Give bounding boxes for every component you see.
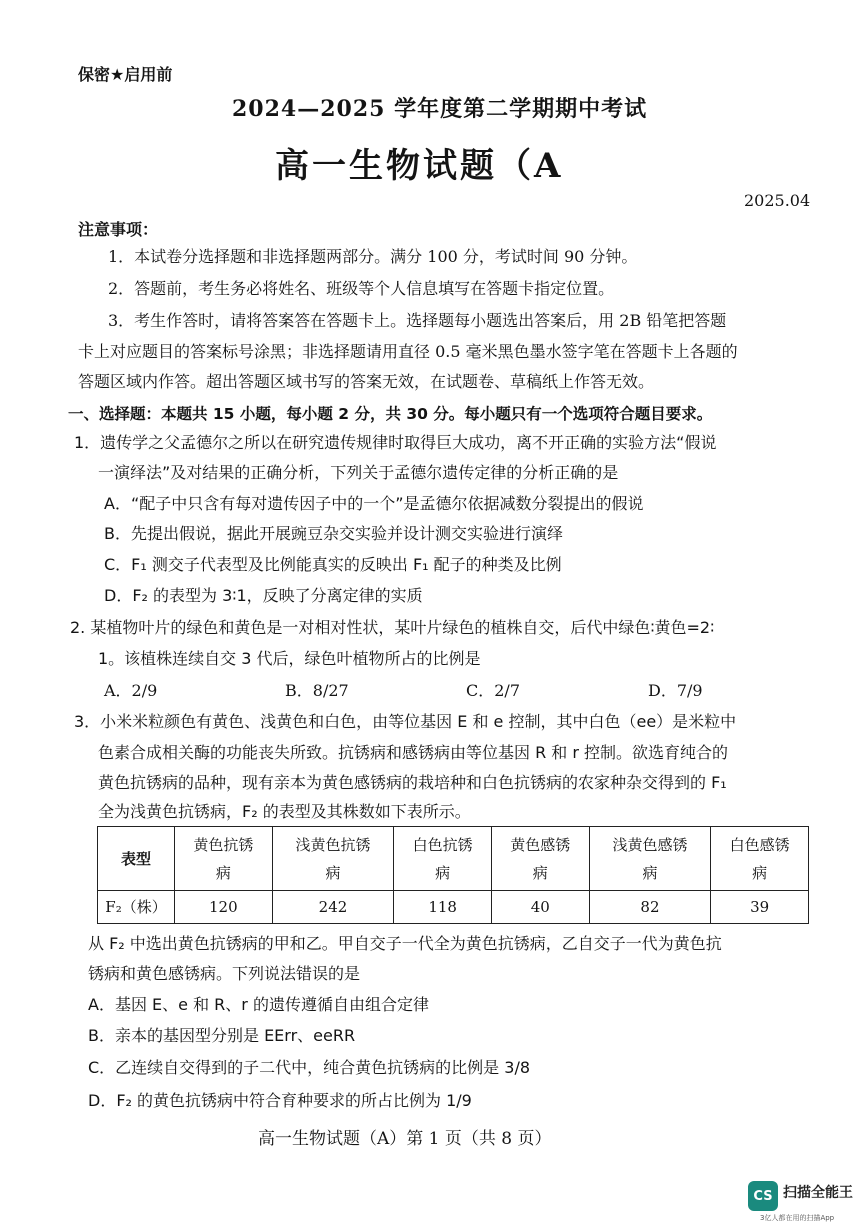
q2-option-a: A．2/9: [104, 681, 158, 700]
q1-stem-line2: 一演绎法”及对结果的正确分析，下列关于孟德尔遗传定律的分析正确的是: [98, 463, 619, 482]
table-header-label: 表型: [98, 827, 175, 891]
table-cell: 120: [175, 891, 273, 924]
col-header-line: 病: [752, 863, 768, 882]
table-header-row: [98, 827, 809, 891]
q2-stem-line1: 2. 某植物叶片的绿色和黄色是一对相对性状，某叶片绿色的植株自交，后代中绿色∶黄色=2∶: [70, 618, 715, 637]
col-header-line: 病: [215, 863, 231, 882]
f2-phenotype-table: [97, 826, 809, 924]
q3-stem-line3: 黄色抗锈病的品种，现有亲本为黄色感锈病的栽培种和白色抗锈病的农家种杂交得到的 F₁: [98, 773, 727, 792]
table-cell: 118: [394, 891, 492, 924]
table-row-label: F₂（株）: [98, 891, 175, 924]
app-name: 扫描全能王: [783, 1185, 853, 1201]
q2-option-b: B．8/27: [285, 681, 349, 700]
table-col-header: [491, 827, 589, 891]
table-col-header: [272, 827, 394, 891]
notes-item-3-cont-1: 卡上对应题目的答案标号涂黑；非选择题请用直径 0.5 毫米黑色墨水签字笔在答题卡上各题的: [78, 342, 738, 361]
camscanner-logo-icon: CS: [748, 1181, 778, 1211]
col-header-line: 黄色感锈: [510, 835, 571, 854]
q3-stem-line2: 色素合成相关酶的功能丧失所致。抗锈病和感锈病由等位基因 R 和 r 控制。欲选育纯合的: [98, 743, 729, 762]
table-cell: 40: [491, 891, 589, 924]
col-header-line: 浅黄色感锈: [612, 835, 688, 854]
exam-title: 2024—2025 学年度第二学期期中考试: [232, 96, 648, 122]
q3-stem-line1: 3．小米米粒颜色有黄色、浅黄色和白色，由等位基因 E 和 e 控制，其中白色（ee）是米粒中: [74, 712, 737, 731]
q3-stem-line4: 全为浅黄色抗锈病，F₂ 的表型及其株数如下表所示。: [98, 802, 471, 821]
q1-option-d: D．F₂ 的表型为 3∶1，反映了分离定律的实质: [104, 586, 423, 605]
q1-option-b: B．先提出假说，据此开展豌豆杂交实验并设计测交实验进行演绎: [104, 524, 563, 543]
notes-heading: 注意事项：: [78, 220, 159, 239]
col-header-line: 病: [325, 863, 341, 882]
section-heading: 一、选择题：本题共 15 小题，每小题 2 分，共 30 分。每小题只有一个选项符合题目要求。: [68, 405, 713, 423]
table-data-row: [98, 891, 809, 924]
col-header-line: 浅黄色抗锈: [295, 835, 371, 854]
notes-item-3: 3．考生作答时，请将答案答在答题卡上。选择题每小题选出答案后，用 2B 铅笔把答题: [108, 311, 727, 330]
q2-option-c: C．2/7: [466, 681, 520, 700]
table-col-header: [589, 827, 711, 891]
notes-item-1: 1．本试卷分选择题和非选择题两部分。满分 100 分，考试时间 90 分钟。: [108, 247, 638, 266]
col-header-line: 病: [642, 863, 658, 882]
confidential-label: 保密★启用前: [78, 65, 173, 84]
col-header-line: 白色感锈: [729, 835, 790, 854]
q1-option-a: A．“配子中只含有每对遗传因子中的一个”是孟德尔依据减数分裂提出的假说: [104, 494, 644, 513]
q2-option-d: D．7/9: [648, 681, 703, 700]
paper-title: 高一生物试题（A: [275, 146, 564, 186]
q3-option-b: B．亲本的基因型分别是 EErr、eeRR: [88, 1026, 356, 1045]
col-header-line: 病: [532, 863, 548, 882]
table-col-header: [175, 827, 273, 891]
app-tagline: 3亿人都在用的扫描App: [760, 1214, 835, 1222]
q1-stem-line1: 1．遗传学之父孟德尔之所以在研究遗传规律时取得巨大成功，离不开正确的实验方法“假说: [74, 433, 717, 452]
q3-after-line1: 从 F₂ 中选出黄色抗锈病的甲和乙。甲自交子一代全为黄色抗锈病，乙自交子一代为黄色抗: [88, 934, 722, 953]
q3-option-c: C．乙连续自交得到的子二代中，纯合黄色抗锈病的比例是 3/8: [88, 1058, 531, 1077]
table-cell: 242: [272, 891, 394, 924]
col-header-line: 白色抗锈: [412, 835, 473, 854]
table-col-header: [394, 827, 492, 891]
q3-after-line2: 锈病和黄色感锈病。下列说法错误的是: [88, 964, 361, 983]
col-header-line: 黄色抗锈: [193, 835, 254, 854]
table-cell: 39: [711, 891, 809, 924]
q3-option-a: A．基因 E、e 和 R、r 的遗传遵循自由组合定律: [88, 995, 429, 1014]
notes-item-2: 2．答题前，考生务必将姓名、班级等个人信息填写在答题卡指定位置。: [108, 279, 615, 298]
q3-option-d: D．F₂ 的黄色抗锈病中符合育种要求的所占比例为 1/9: [88, 1091, 472, 1110]
page-footer: 高一生物试题（A）第 1 页（共 8 页）: [258, 1129, 552, 1149]
col-header-line: 病: [435, 863, 451, 882]
q2-stem-line2: 1。该植株连续自交 3 代后，绿色叶植物所占的比例是: [98, 649, 481, 668]
q1-option-c: C．F₁ 测交子代表型及比例能真实的反映出 F₁ 配子的种类及比例: [104, 555, 562, 574]
notes-item-3-cont-2: 答题区域内作答。超出答题区域书写的答案无效，在试题卷、草稿纸上作答无效。: [78, 372, 655, 391]
exam-date: 2025.04: [744, 191, 811, 210]
table-cell: 82: [589, 891, 711, 924]
table-col-header: [711, 827, 809, 891]
